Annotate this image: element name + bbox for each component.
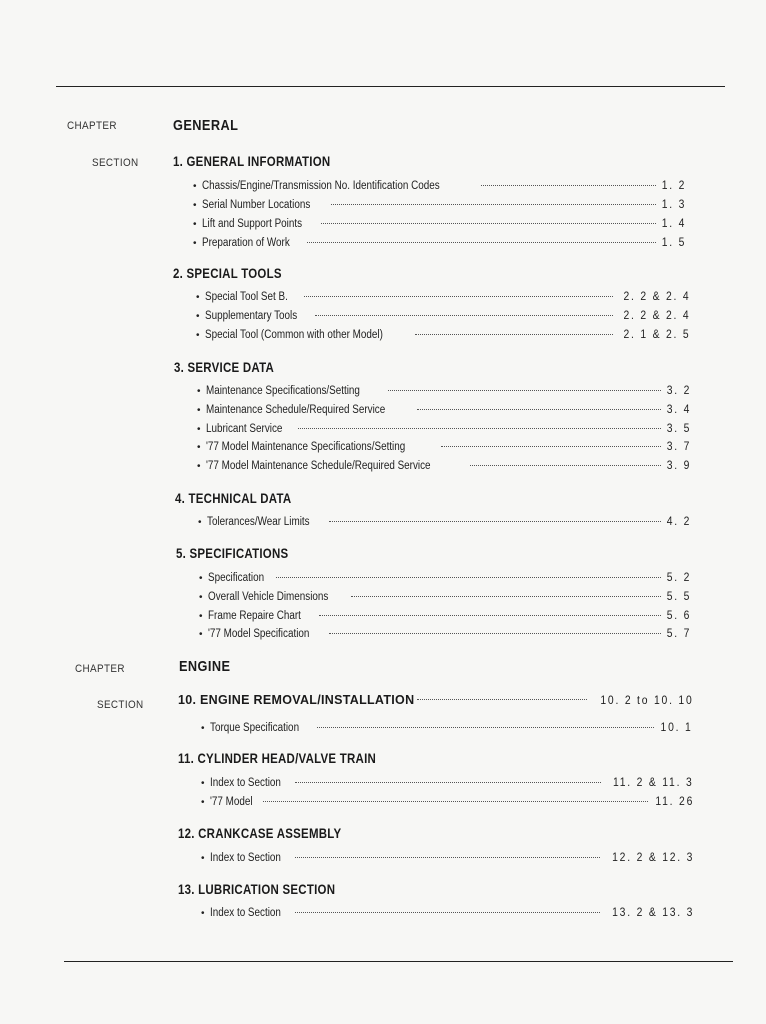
section-title-13: 13. LUBRICATION SECTION [178,881,336,897]
section-title-1: 1. GENERAL INFORMATION [173,153,331,169]
toc-entry[interactable]: • '77 Model 11. 26 [201,796,694,808]
bullet-icon: • [198,517,202,528]
toc-entry[interactable]: • Overall Vehicle Dimensions 5. 5 [199,591,691,603]
toc-entry[interactable]: • '77 Model Maintenance Schedule/Required Service 3. 9 [197,460,691,472]
bottom-rule [64,961,733,962]
bullet-icon: • [196,330,200,341]
toc-entry[interactable]: • '77 Model Specification 5. 7 [199,628,691,640]
chapter-title-engine: ENGINE [179,658,231,675]
bullet-icon: • [201,908,205,919]
bullet-icon: • [197,461,201,472]
bullet-icon: • [201,797,205,808]
chapter-title-general: GENERAL [173,117,239,134]
toc-entry[interactable]: • Index to Section 11. 2 & 11. 3 [201,777,694,789]
bullet-icon: • [199,592,203,603]
toc-entry[interactable]: • Torque Specification 10. 1 [201,722,693,734]
bullet-icon: • [197,442,201,453]
bullet-icon: • [196,311,200,322]
bullet-icon: • [193,219,197,230]
toc-entry[interactable]: • Serial Number Locations 1. 3 [193,199,686,211]
toc-entry[interactable]: • Index to Section 12. 2 & 12. 3 [201,852,694,864]
section-title-2: 2. SPECIAL TOOLS [173,265,282,281]
bullet-icon: • [196,292,200,303]
toc-entry[interactable]: • Maintenance Specifications/Setting 3. 2 [197,385,691,397]
toc-entry[interactable]: • Preparation of Work 1. 5 [193,237,686,249]
toc-entry[interactable]: • Specification 5. 2 [199,572,691,584]
toc-entry[interactable]: • Frame Repaire Chart 5. 6 [199,610,691,622]
bullet-icon: • [193,238,197,249]
toc-entry-section-10[interactable]: 10. ENGINE REMOVAL/INSTALLATION 10. 2 to 10. 10 [178,693,694,707]
toc-entry[interactable]: • Supplementary Tools 2. 2 & 2. 4 [196,310,690,322]
section-title-11: 11. CYLINDER HEAD/VALVE TRAIN [178,750,377,766]
bullet-icon: • [193,181,197,192]
bullet-icon: • [197,424,201,435]
bullet-icon: • [201,778,205,789]
bullet-icon: • [199,629,203,640]
section-title-5: 5. SPECIFICATIONS [176,545,289,561]
section-label: SECTION [92,157,139,169]
toc-entry[interactable]: • '77 Model Maintenance Specifications/Setting 3. 7 [197,441,691,453]
section-title-3: 3. SERVICE DATA [174,359,275,375]
toc-entry[interactable]: • Maintenance Schedule/Required Service 3. 4 [197,404,691,416]
bullet-icon: • [201,853,205,864]
bullet-icon: • [193,200,197,211]
bullet-icon: • [199,573,203,584]
chapter-label: CHAPTER [75,663,125,675]
chapter-label: CHAPTER [67,120,117,132]
section-label: SECTION [97,699,144,711]
toc-entry[interactable]: • Lift and Support Points 1. 4 [193,218,686,230]
toc-entry[interactable]: • Special Tool (Common with other Model) 2. 1 & 2. 5 [196,329,690,341]
section-title-10: 10. ENGINE REMOVAL/INSTALLATION [178,693,415,707]
toc-entry[interactable]: • Index to Section 13. 2 & 13. 3 [201,907,694,919]
section-title-12: 12. CRANKCASE ASSEMBLY [178,825,342,841]
toc-entry[interactable]: • Special Tool Set B. 2. 2 & 2. 4 [196,291,690,303]
bullet-icon: • [197,386,201,397]
toc-entry[interactable]: • Lubricant Service 3. 5 [197,423,691,435]
top-rule [56,86,725,87]
section-title-4: 4. TECHNICAL DATA [175,490,292,506]
bullet-icon: • [199,611,203,622]
bullet-icon: • [197,405,201,416]
toc-entry[interactable]: • Chassis/Engine/Transmission No. Identification Codes 1. 2 [193,180,686,192]
toc-entry[interactable]: • Tolerances/Wear Limits 4. 2 [198,516,691,528]
bullet-icon: • [201,723,205,734]
